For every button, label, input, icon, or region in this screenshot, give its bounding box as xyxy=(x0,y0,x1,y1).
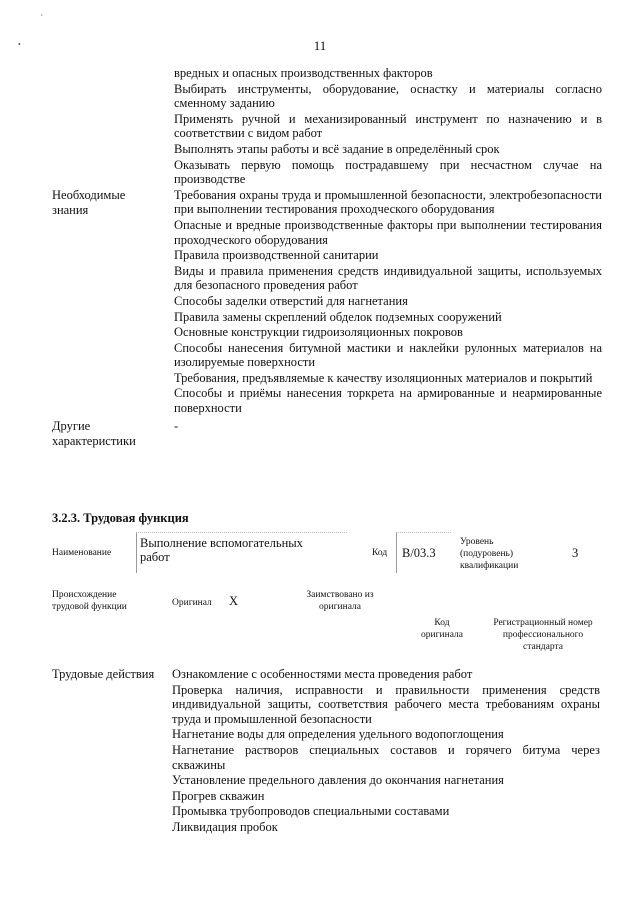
other-row xyxy=(52,419,612,453)
action-item: Промывка трубопроводов специальными составами xyxy=(172,804,450,819)
skills-continuation-row xyxy=(52,66,612,187)
action-item: Ознакомление с особенностями места проведения работ xyxy=(172,667,473,681)
knowledge-item: Требования охраны труда и промышленной безопасности, электробезопасности при выполнении тестирования проходческого оборудования xyxy=(174,187,602,217)
action-item: Нагнетание растворов специальных составов и горячего битума через скважины xyxy=(172,742,600,772)
actions-list xyxy=(172,667,600,835)
knowledge-item: Требования, предъявляемые к качеству изоляционных материалов и покрытий xyxy=(174,370,593,385)
skill-item: вредных и опасных производственных факторов xyxy=(174,66,433,80)
knowledge-list xyxy=(174,188,602,416)
actions-row xyxy=(52,667,612,835)
actions-table xyxy=(52,667,612,836)
action-item: Нагнетание воды для определения удельного водопоглощения xyxy=(172,727,504,742)
knowledge-label: Необходимые знания xyxy=(52,187,126,217)
other-label: Другие характеристики xyxy=(52,418,136,448)
knowledge-item: Виды и правила применения средств индивидуальной защиты, используемых для безопасного проведения работ xyxy=(174,263,602,293)
skill-item: Выполнять этапы работы и всё задание в определённый срок xyxy=(174,141,500,156)
page-number: 11 xyxy=(313,38,327,53)
knowledge-item: Способы нанесения битумной мастики и наклейки рулонных материалов на изолируемые поверхности xyxy=(174,340,602,370)
original-code-label: Код оригинала xyxy=(421,618,463,640)
knowledge-item: Правила замены скреплений обделок подземных сооружений xyxy=(174,309,502,324)
code-label: Код xyxy=(372,548,388,558)
skill-item: Оказывать первую помощь пострадавшему при несчастном случае на производстве xyxy=(174,157,602,187)
action-item: Установление предельного давления до окончания нагнетания xyxy=(172,773,504,788)
requirements-table xyxy=(52,66,612,453)
actions-label: Трудовые действия xyxy=(52,667,155,681)
skill-item: Выбирать инструменты, оборудование, оснастку и материалы согласно сменному заданию xyxy=(174,81,602,111)
borrowed-label: Заимствовано из оригинала xyxy=(306,590,374,612)
name-label: Наименование xyxy=(52,548,112,558)
action-item: Ликвидация пробок xyxy=(172,819,278,834)
level-label: Уровень (подуровень) квалификации xyxy=(460,537,519,571)
registration-number-label: Регистрационный номер профессионального стандарта xyxy=(493,618,593,652)
function-title: 3.2.3. Трудовая функция xyxy=(52,511,189,525)
skill-item: Применять ручной и механизированный инструмент по назначению и в соответствии с видом работ xyxy=(174,111,602,141)
function-name: Выполнение вспомогательных работ xyxy=(140,536,303,564)
knowledge-row xyxy=(52,188,612,416)
action-item: Проверка наличия, исправности и правильности применения средств индивидуальной защиты, соответствия рабочего места требованиям охраны труда и промышленной безопасности xyxy=(172,682,600,726)
origin-label: Происхождение трудовой функции xyxy=(52,590,127,612)
action-item: Прогрев скважин xyxy=(172,788,265,803)
knowledge-item: Правила производственной санитарии xyxy=(174,248,379,263)
original-label: Оригинал xyxy=(172,598,212,608)
function-code: B/03.3 xyxy=(402,546,436,560)
knowledge-item: Способы заделки отверстий для нагнетания xyxy=(174,293,408,308)
knowledge-item: Основные конструкции гидроизоляционных покровов xyxy=(174,325,463,340)
knowledge-item: Способы и приёмы нанесения торкрета на армированные и неармированные поверхности xyxy=(174,386,602,416)
skills-list xyxy=(174,66,602,187)
original-mark: X xyxy=(229,594,239,608)
knowledge-item: Опасные и вредные производственные факторы при выполнении тестирования проходческого оборудования xyxy=(174,217,602,247)
other-value: - xyxy=(174,418,179,433)
scan-dot: • xyxy=(18,40,21,49)
level-value: 3 xyxy=(572,546,579,560)
scan-mark: ` xyxy=(40,14,44,25)
